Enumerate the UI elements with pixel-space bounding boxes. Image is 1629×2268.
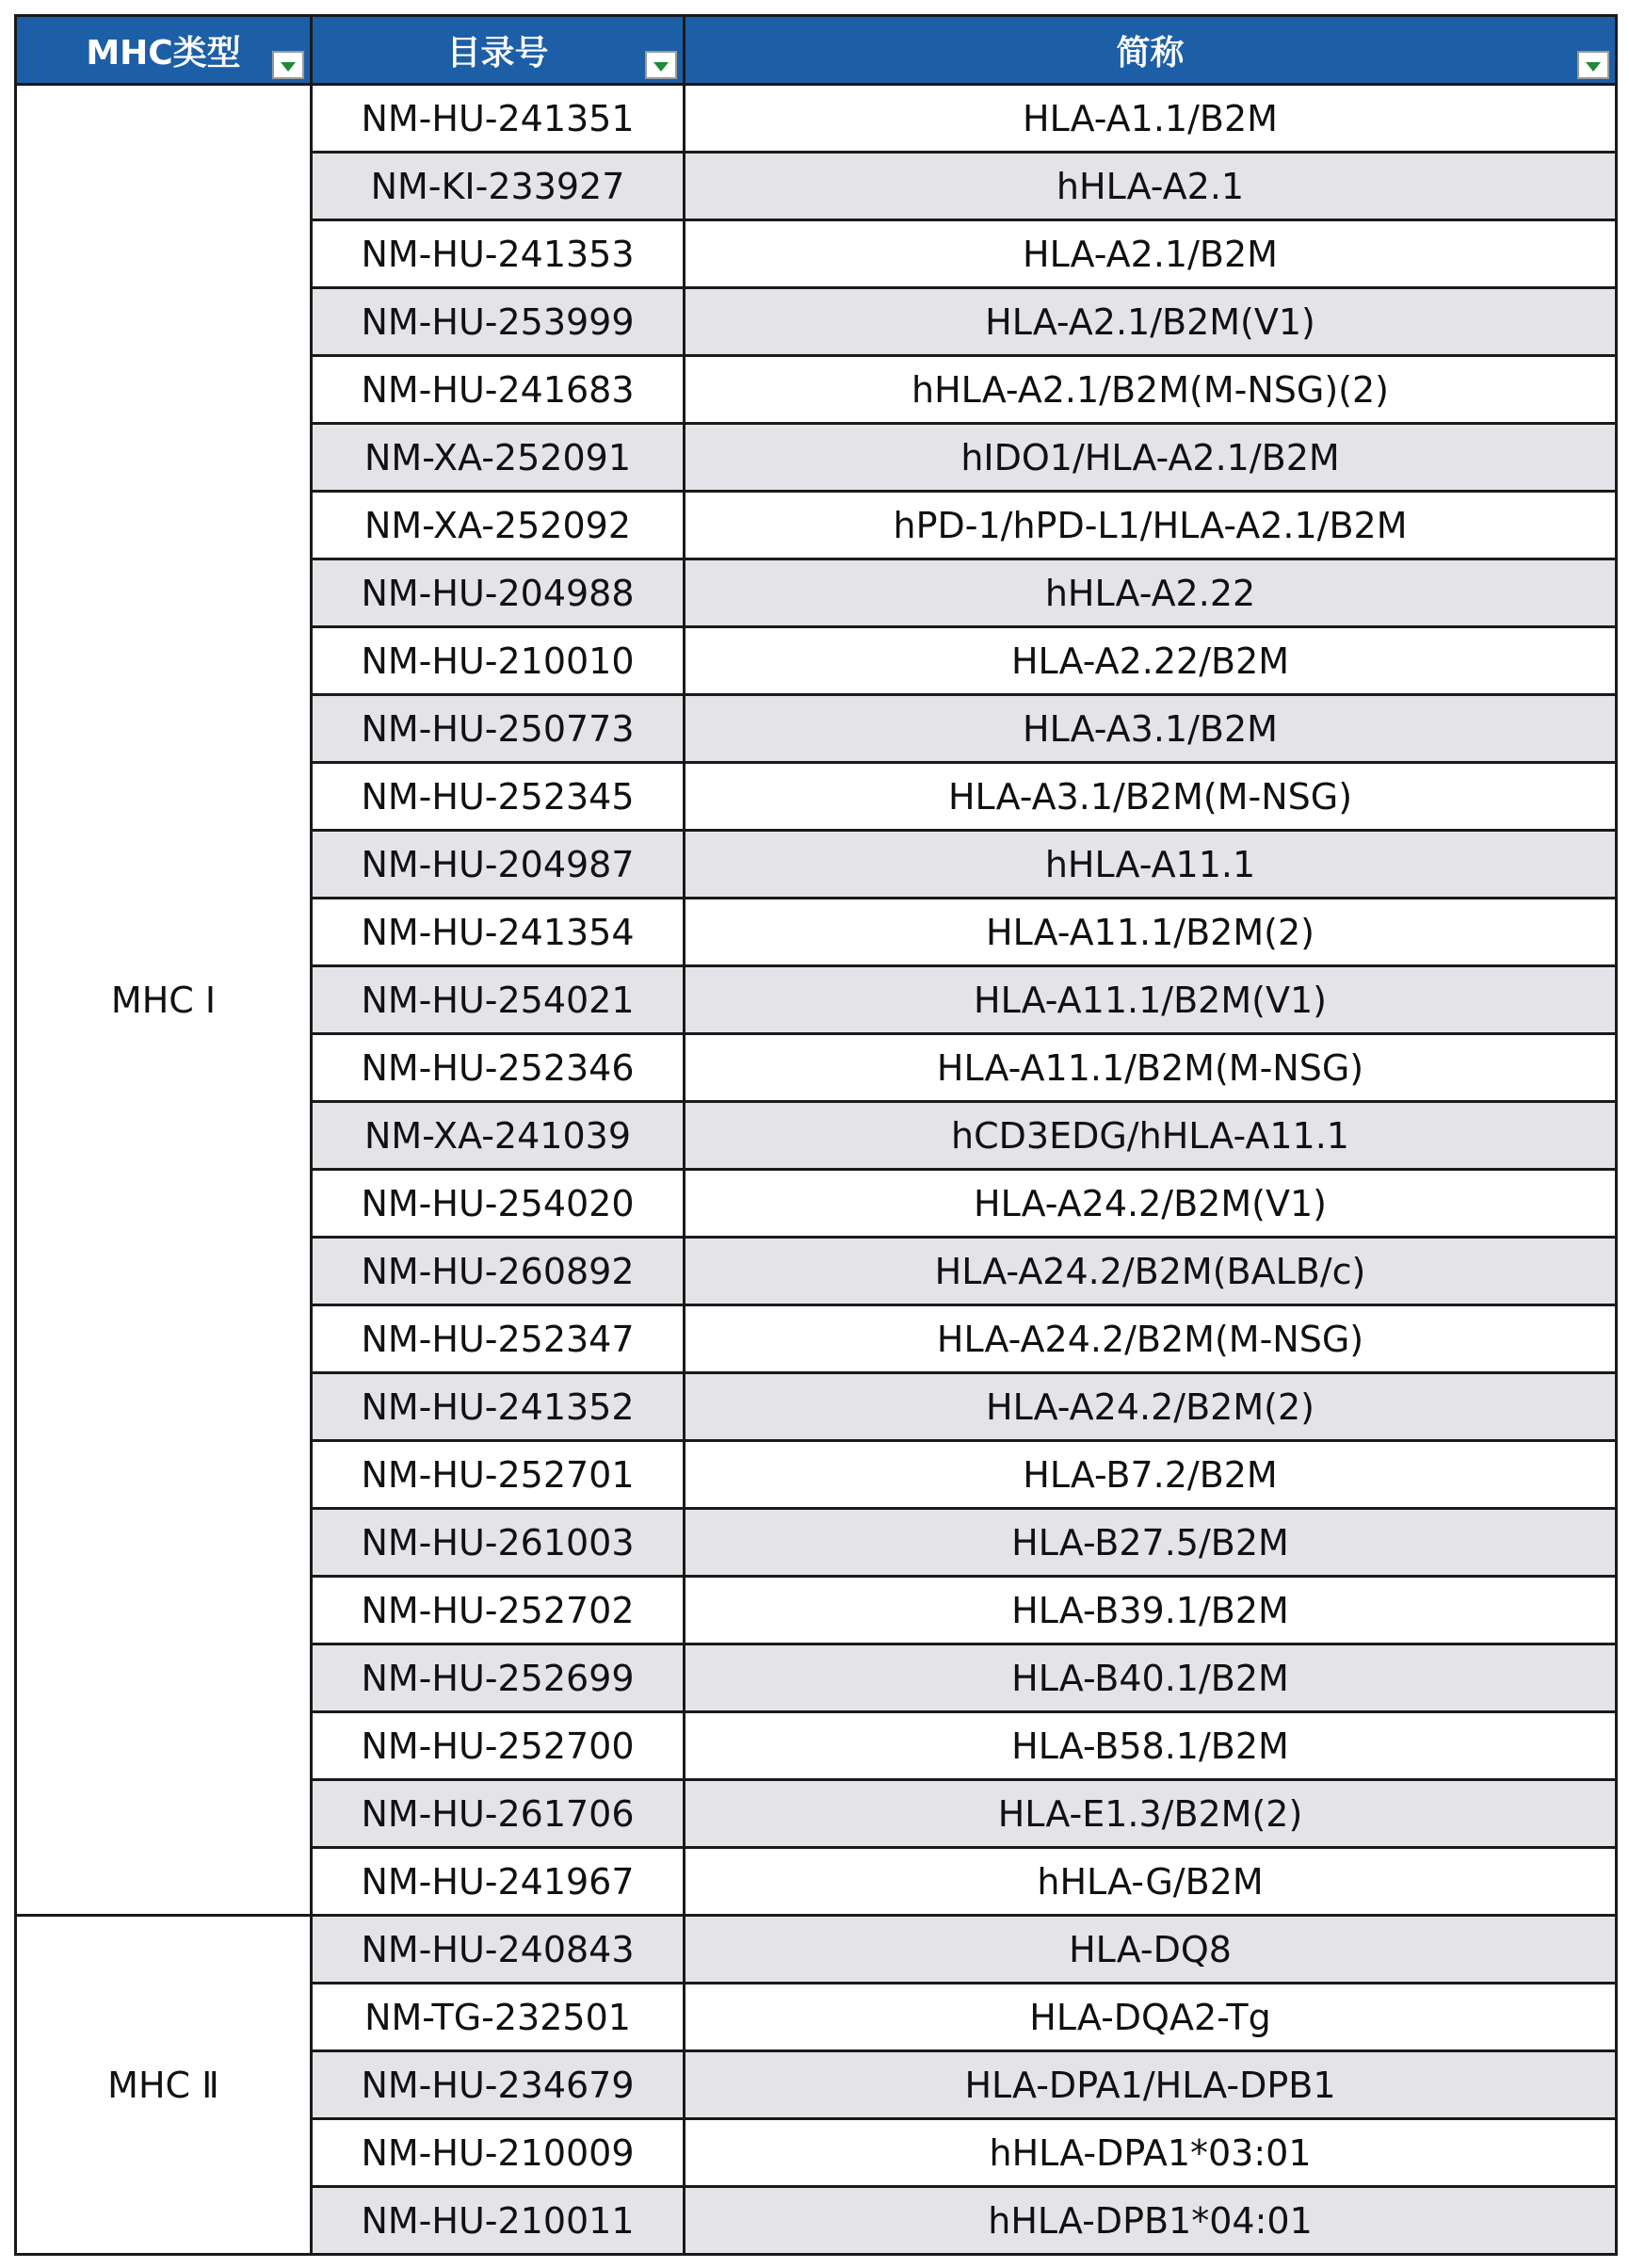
mhc-type-cell[interactable]: MHC Ⅱ xyxy=(16,1916,312,2255)
catalog-number-cell[interactable]: NM-HU-204988 xyxy=(312,559,685,627)
catalog-number-cell[interactable]: NM-HU-252345 xyxy=(312,763,685,831)
catalog-number-cell[interactable]: NM-HU-252702 xyxy=(312,1577,685,1644)
column-header-catalog xyxy=(312,16,685,85)
abbreviation-cell[interactable]: HLA-A24.2/B2M(BALB/c) xyxy=(685,1238,1617,1305)
table-row xyxy=(16,1916,1617,1984)
spreadsheet xyxy=(14,14,1615,2256)
column-header-abbreviation-label: 简称 xyxy=(1116,33,1185,73)
abbreviation-cell[interactable]: HLA-A2.1/B2M(V1) xyxy=(685,288,1617,356)
catalog-number-cell[interactable]: NM-HU-250773 xyxy=(312,695,685,763)
abbreviation-cell[interactable]: HLA-B40.1/B2M xyxy=(685,1644,1617,1712)
catalog-number-cell[interactable]: NM-XA-252092 xyxy=(312,492,685,559)
catalog-number-cell[interactable]: NM-HU-210009 xyxy=(312,2119,685,2187)
filter-dropdown-button[interactable] xyxy=(645,51,677,79)
abbreviation-cell[interactable]: HLA-DQA2-Tg xyxy=(685,1984,1617,2051)
catalog-number-cell[interactable]: NM-HU-240843 xyxy=(312,1916,685,1984)
catalog-number-cell[interactable]: NM-HU-254021 xyxy=(312,966,685,1034)
catalog-number-cell[interactable]: NM-HU-260892 xyxy=(312,1238,685,1305)
catalog-number-cell[interactable]: NM-HU-252699 xyxy=(312,1644,685,1712)
catalog-number-cell[interactable]: NM-KI-233927 xyxy=(312,153,685,220)
abbreviation-cell[interactable]: HLA-B39.1/B2M xyxy=(685,1577,1617,1644)
abbreviation-cell[interactable]: HLA-A3.1/B2M(M-NSG) xyxy=(685,763,1617,831)
catalog-number-cell[interactable]: NM-HU-241967 xyxy=(312,1848,685,1916)
filter-dropdown-button[interactable] xyxy=(272,51,304,79)
catalog-number-cell[interactable]: NM-HU-241352 xyxy=(312,1373,685,1441)
filter-arrow-icon xyxy=(281,62,296,72)
catalog-number-cell[interactable]: NM-HU-241354 xyxy=(312,899,685,966)
abbreviation-cell[interactable]: hHLA-A2.1 xyxy=(685,153,1617,220)
abbreviation-cell[interactable]: HLA-A3.1/B2M xyxy=(685,695,1617,763)
abbreviation-cell[interactable]: hCD3EDG/hHLA-A11.1 xyxy=(685,1102,1617,1170)
filter-arrow-icon xyxy=(653,62,669,72)
catalog-number-cell[interactable]: NM-HU-234679 xyxy=(312,2051,685,2119)
table-row xyxy=(16,85,1617,153)
abbreviation-cell[interactable]: HLA-A2.1/B2M xyxy=(685,220,1617,288)
catalog-number-cell[interactable]: NM-HU-252347 xyxy=(312,1305,685,1373)
catalog-number-cell[interactable]: NM-HU-210010 xyxy=(312,627,685,695)
abbreviation-cell[interactable]: HLA-A2.22/B2M xyxy=(685,627,1617,695)
abbreviation-cell[interactable]: HLA-DQ8 xyxy=(685,1916,1617,1984)
abbreviation-cell[interactable]: hHLA-A2.22 xyxy=(685,559,1617,627)
table-body xyxy=(16,85,1617,2255)
catalog-number-cell[interactable]: NM-HU-204987 xyxy=(312,831,685,899)
abbreviation-cell[interactable]: hHLA-DPA1*03:01 xyxy=(685,2119,1617,2187)
catalog-number-cell[interactable]: NM-XA-241039 xyxy=(312,1102,685,1170)
abbreviation-cell[interactable]: HLA-B58.1/B2M xyxy=(685,1712,1617,1780)
catalog-number-cell[interactable]: NM-HU-241683 xyxy=(312,356,685,424)
catalog-number-cell[interactable]: NM-HU-252346 xyxy=(312,1034,685,1102)
abbreviation-cell[interactable]: HLA-DPA1/HLA-DPB1 xyxy=(685,2051,1617,2119)
catalog-number-cell[interactable]: NM-TG-232501 xyxy=(312,1984,685,2051)
abbreviation-cell[interactable]: HLA-E1.3/B2M(2) xyxy=(685,1780,1617,1848)
abbreviation-cell[interactable]: HLA-A24.2/B2M(V1) xyxy=(685,1170,1617,1238)
filter-dropdown-button[interactable] xyxy=(1577,51,1609,79)
catalog-number-cell[interactable]: NM-HU-241351 xyxy=(312,85,685,153)
mhc-type-cell[interactable]: MHC Ⅰ xyxy=(16,85,312,1916)
catalog-number-cell[interactable]: NM-XA-252091 xyxy=(312,424,685,492)
catalog-number-cell[interactable]: NM-HU-241353 xyxy=(312,220,685,288)
abbreviation-cell[interactable]: HLA-A24.2/B2M(M-NSG) xyxy=(685,1305,1617,1373)
catalog-number-cell[interactable]: NM-HU-261003 xyxy=(312,1509,685,1577)
abbreviation-cell[interactable]: hHLA-A2.1/B2M(M-NSG)(2) xyxy=(685,356,1617,424)
abbreviation-cell[interactable]: hHLA-G/B2M xyxy=(685,1848,1617,1916)
abbreviation-cell[interactable]: HLA-A1.1/B2M xyxy=(685,85,1617,153)
header-row xyxy=(16,16,1617,85)
filter-arrow-icon xyxy=(1586,62,1601,72)
abbreviation-cell[interactable]: hIDO1/HLA-A2.1/B2M xyxy=(685,424,1617,492)
abbreviation-cell[interactable]: HLA-B27.5/B2M xyxy=(685,1509,1617,1577)
abbreviation-cell[interactable]: HLA-B7.2/B2M xyxy=(685,1441,1617,1509)
abbreviation-cell[interactable]: HLA-A11.1/B2M(V1) xyxy=(685,966,1617,1034)
abbreviation-cell[interactable]: HLA-A11.1/B2M(M-NSG) xyxy=(685,1034,1617,1102)
mhc-model-table xyxy=(14,14,1618,2256)
catalog-number-cell[interactable]: NM-HU-252701 xyxy=(312,1441,685,1509)
column-header-catalog-label: 目录号 xyxy=(446,33,549,73)
table-header xyxy=(16,16,1617,85)
abbreviation-cell[interactable]: hHLA-A11.1 xyxy=(685,831,1617,899)
catalog-number-cell[interactable]: NM-HU-253999 xyxy=(312,288,685,356)
abbreviation-cell[interactable]: HLA-A24.2/B2M(2) xyxy=(685,1373,1617,1441)
catalog-number-cell[interactable]: NM-HU-261706 xyxy=(312,1780,685,1848)
abbreviation-cell[interactable]: hPD-1/hPD-L1/HLA-A2.1/B2M xyxy=(685,492,1617,559)
catalog-number-cell[interactable]: NM-HU-252700 xyxy=(312,1712,685,1780)
abbreviation-cell[interactable]: hHLA-DPB1*04:01 xyxy=(685,2187,1617,2255)
column-header-abbreviation xyxy=(685,16,1617,85)
column-header-mhc-type-label: MHC类型 xyxy=(86,33,241,73)
abbreviation-cell[interactable]: HLA-A11.1/B2M(2) xyxy=(685,899,1617,966)
catalog-number-cell[interactable]: NM-HU-210011 xyxy=(312,2187,685,2255)
column-header-mhc-type xyxy=(16,16,312,85)
catalog-number-cell[interactable]: NM-HU-254020 xyxy=(312,1170,685,1238)
